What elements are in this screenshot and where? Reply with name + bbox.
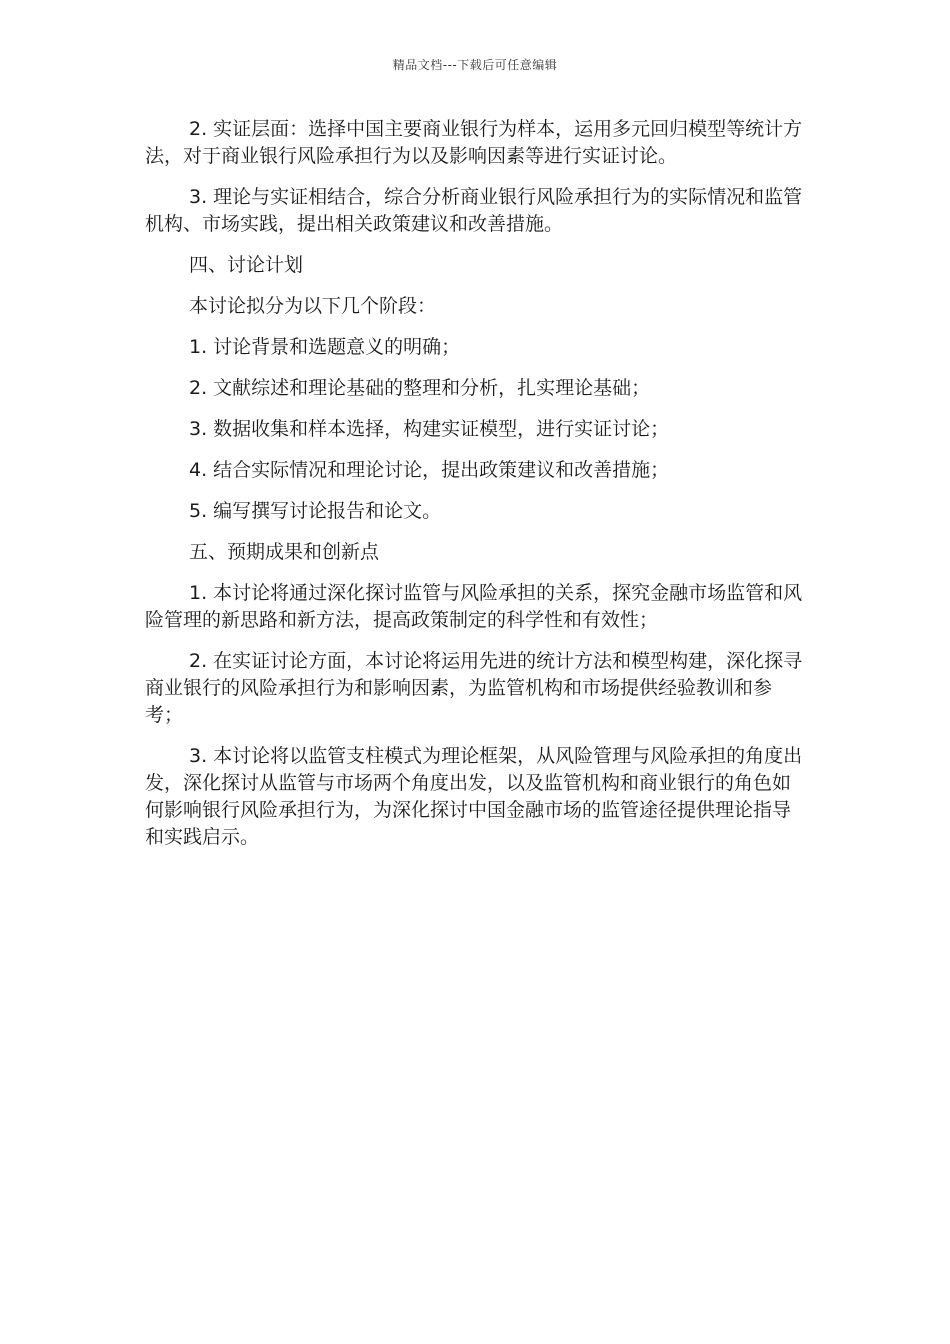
paragraph-outcome-1: 1. 本讨论将通过深化探讨监管与风险承担的关系，探究金融市场监管和风险管理的新思路和新方法，提高政策制定的科学性和有效性； bbox=[145, 582, 803, 631]
page-header: 精品文档---下载后可任意编辑 bbox=[392, 58, 558, 72]
list-item-stage-3: 3. 数据收集和样本选择，构建实证模型，进行实证讨论； bbox=[189, 418, 670, 440]
paragraph-plan-intro: 本讨论拟分为以下几个阶段： bbox=[189, 295, 437, 317]
list-item-stage-2: 2. 文献综述和理论基础的整理和分析，扎实理论基础； bbox=[189, 377, 651, 399]
section-heading-plan: 四、讨论计划 bbox=[189, 254, 304, 276]
paragraph-outcome-3: 3. 本讨论将以监管支柱模式为理论框架，从风险管理与风险承担的角度出发，深化探讨从监管与市场两个角度出发，以及监管机构和商业银行的角色如何影响银行风险承担行为，为深化探讨中国金融市场的监管途径提供理论指导和实践启示。 bbox=[145, 745, 803, 848]
paragraph-theory-empirical: 3. 理论与实证相结合，综合分析商业银行风险承担行为的实际情况和监管机构、市场实践，提出相关政策建议和改善措施。 bbox=[145, 186, 803, 235]
list-item-stage-5: 5. 编写撰写讨论报告和论文。 bbox=[189, 500, 442, 522]
paragraph-empirical-level: 2. 实证层面：选择中国主要商业银行为样本，运用多元回归模型等统计方法，对于商业银行风险承担行为以及影响因素等进行实证讨论。 bbox=[145, 118, 803, 167]
document-body bbox=[145, 116, 805, 865]
list-item-stage-1: 1. 讨论背景和选题意义的明确； bbox=[189, 336, 461, 358]
section-heading-outcomes: 五、预期成果和创新点 bbox=[189, 541, 380, 563]
list-item-stage-4: 4. 结合实际情况和理论讨论，提出政策建议和改善措施； bbox=[189, 459, 670, 481]
paragraph-outcome-2: 2. 在实证讨论方面，本讨论将运用先进的统计方法和模型构建，深化探寻商业银行的风险承担行为和影响因素，为监管机构和市场提供经验教训和参考； bbox=[145, 650, 803, 726]
